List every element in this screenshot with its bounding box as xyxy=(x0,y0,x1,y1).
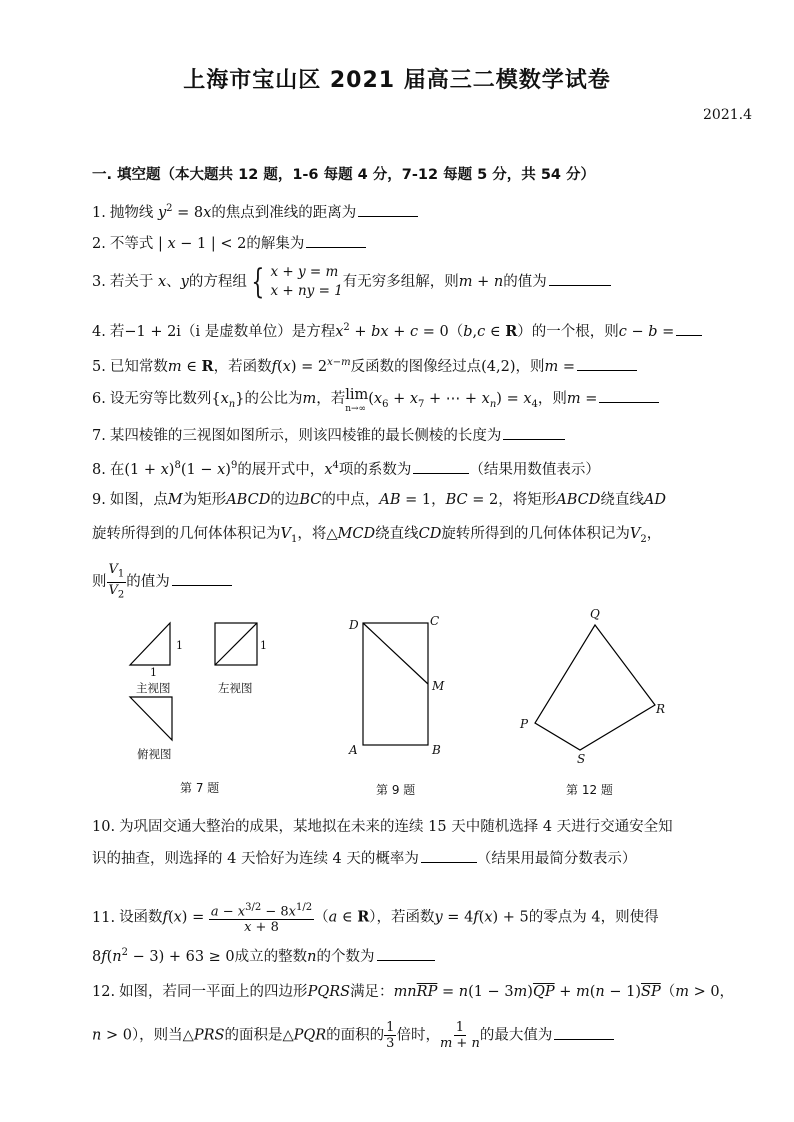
question-number: 2. xyxy=(92,236,106,252)
answer-blank[interactable] xyxy=(549,271,611,286)
point-label-d: D xyxy=(349,618,359,632)
question-text: 满足： xyxy=(350,984,394,1000)
question-11-line-2: $8f(n^2 - 3) + 63 \ge 0$成立的整数n的个数为 xyxy=(92,943,435,967)
answer-blank[interactable] xyxy=(172,571,232,586)
answer-blank[interactable] xyxy=(421,848,477,863)
question-text: 不等式 xyxy=(109,236,154,252)
question-text: ，则 xyxy=(537,391,567,407)
question-12: 12. 如图，若同一平面上的四边形PQRS满足：$mn\overline{RP} = n(1 - 3m)\overline{QP} + m(n - 1)\overline{SP}(m > 0$， xyxy=(92,984,735,1000)
question-number: 7. xyxy=(92,428,106,444)
question-text: 如图，点 xyxy=(109,492,168,508)
question-text: 为矩形 xyxy=(182,492,227,508)
question-text: ，若函数 xyxy=(213,358,272,375)
question-number: 6. xyxy=(92,391,106,407)
question-2: 2. 不等式 | x − 1 | < 2的解集为 xyxy=(92,233,366,254)
question-10-line-2 xyxy=(92,848,636,869)
answer-blank[interactable] xyxy=(413,459,469,474)
question-text: （结果用数值表示） xyxy=(469,461,600,478)
answer-blank[interactable] xyxy=(577,356,637,371)
question-text: 若关于 xyxy=(109,274,154,290)
point-label-a: A xyxy=(349,743,358,757)
question-9-line-3 xyxy=(92,562,232,602)
question-text: 则 xyxy=(92,574,107,591)
figure-caption: 第 12 题 xyxy=(566,783,613,797)
question-text: 若 xyxy=(109,323,125,340)
answer-blank[interactable] xyxy=(676,321,702,336)
question-text: 的值为 xyxy=(126,574,170,591)
exam-date: 2021.4 xyxy=(703,107,752,123)
question-number: 9. xyxy=(92,492,106,508)
question-text: 在 xyxy=(109,461,125,478)
question-text: 的方程组 xyxy=(188,274,247,290)
question-3: 3. 若关于 x、y的方程组 { x + y = m x + ny = 1 有无穷多组解，则m + n的值为 xyxy=(92,263,611,301)
question-text: 已知常数 xyxy=(109,358,168,375)
question-text: 设无穷等比数列 xyxy=(109,391,212,407)
question-text: 有无穷多组解，则 xyxy=(342,274,459,290)
question-text: （ xyxy=(448,323,464,340)
fraction: $\frac{V_1}{V_2}$ xyxy=(108,562,125,601)
answer-blank[interactable] xyxy=(377,946,435,961)
question-12-line-2: n > 0），则当△PRS的面积是△PQR的面积的 $\frac{1}{3}$ 倍时， $\frac{1}{m + n}$ 的最大值为 xyxy=(92,1020,614,1051)
answer-blank[interactable] xyxy=(358,202,418,217)
point-label-s: S xyxy=(577,752,586,766)
question-text: 如图，若同一平面上的四边形 xyxy=(119,984,308,1000)
answer-blank[interactable] xyxy=(599,388,659,403)
dimension-label: 1 xyxy=(260,639,267,652)
front-view-label: 主视图 xyxy=(136,681,171,695)
question-number: 4. xyxy=(92,323,106,340)
question-text: 的解集为 xyxy=(246,236,305,252)
dimension-label: 1 xyxy=(150,666,157,679)
question-text: （结果用最简分数表示） xyxy=(476,851,637,867)
question-text: ，将△ xyxy=(297,526,338,542)
question-text: 绕直线 xyxy=(600,492,644,508)
question-text: ），则当△ xyxy=(131,1027,194,1044)
question-7 xyxy=(92,425,565,446)
question-1: 1. 抛物线 $y^2 = 8x$的焦点到准线的距离为 xyxy=(92,199,418,223)
question-text: ，则 xyxy=(515,358,545,375)
question-text: 为巩固交通大整治的成果，某地拟在未来的连续 15 天中随机选择 4 天进行交通安全知 xyxy=(119,819,673,835)
answer-blank[interactable] xyxy=(306,233,366,248)
question-text: 的面积的 xyxy=(326,1027,385,1044)
question-text: 倍时， xyxy=(396,1027,440,1044)
figure-9-rectangle xyxy=(355,620,435,750)
question-9-line-2: 旋转所得到的几何体体积记为$V_1$，将△MCD绕直线CD旋转所得到的几何体体积记为$V_2$， xyxy=(92,526,662,545)
question-text: ），若函数 xyxy=(369,909,435,926)
question-text: 旋转所得到的几何体体积记为 xyxy=(441,526,630,542)
answer-blank[interactable] xyxy=(554,1025,614,1040)
question-text: 绕直线 xyxy=(375,526,419,542)
figure-12-quadrilateral xyxy=(520,605,670,765)
point-label-r: R xyxy=(656,702,666,716)
question-10 xyxy=(92,817,673,837)
question-4: 4. 若−1 + 2i（i 是虚数单位）是方程$x^2$ + bx + c = 0（b,c ∈ R）的一个根，则c − b = xyxy=(92,318,702,342)
question-number: 8. xyxy=(92,461,106,478)
fraction: $\frac{1}{m + n}$ xyxy=(439,1020,480,1051)
fraction: $\frac{a - x^{3/2} - 8x^{1/2}}{x + 8}$ xyxy=(210,902,313,936)
question-text: 的个数为 xyxy=(316,948,375,965)
question-text: 抛物线 xyxy=(109,204,154,221)
point-label-p: P xyxy=(520,717,529,731)
point-label-q: Q xyxy=(590,607,600,621)
question-text: 的展开式中， xyxy=(237,461,325,478)
question-9: 9. 如图，点M为矩形ABCD的边BC的中点，AB = 1，BC = 2，将矩形ABCD绕直线AD xyxy=(92,492,666,508)
question-number: 1. xyxy=(92,204,106,221)
question-text: 的值为 xyxy=(503,274,547,290)
question-text: 的面积是△ xyxy=(224,1027,294,1044)
point-label-m: M xyxy=(432,679,445,693)
question-text: （ xyxy=(660,984,676,1000)
dimension-label: 1 xyxy=(176,639,183,652)
fraction: $\frac{1}{3}$ xyxy=(386,1020,395,1051)
equation-system: { x + y = m x + ny = 1 xyxy=(251,262,343,302)
question-text: （ xyxy=(314,909,329,926)
side-view-label: 左视图 xyxy=(218,681,253,695)
figure-caption: 第 9 题 xyxy=(376,783,416,797)
question-text: 的公比为 xyxy=(244,391,303,407)
question-text: 的中点， xyxy=(321,492,380,508)
question-text: 旋转所得到的几何体体积记为 xyxy=(92,526,281,542)
page-title: 上海市宝山区 2021 届高三二模数学试卷 xyxy=(183,68,611,93)
question-text: ，将矩形 xyxy=(498,492,557,508)
question-5: 5. 已知常数m ∈ R，若函数$f(x) = 2^{x-m}$反函数的图像经过点(4,2)，则m = xyxy=(92,353,637,377)
figure-caption: 第 7 题 xyxy=(180,781,220,795)
question-text: ）的一个根，则 xyxy=(517,323,619,340)
answer-blank[interactable] xyxy=(503,425,565,440)
question-text: 识的抽查，则选择的 4 天恰好为连续 4 天的概率为 xyxy=(92,851,419,867)
question-text: 的边 xyxy=(270,492,300,508)
question-number: 3. xyxy=(92,274,106,290)
question-text: 的焦点到准线的距离为 xyxy=(211,204,357,221)
question-8: 8. 在$(1 + x)^8(1 - x)^9$的展开式中，$x^4$项的系数为 （结果用数值表示） xyxy=(92,460,600,478)
top-view-label: 俯视图 xyxy=(137,747,172,761)
question-text: （i 是虚数单位）是方程 xyxy=(180,323,336,340)
point-label-c: C xyxy=(430,614,440,628)
question-text: 反函数的图像经过点 xyxy=(350,358,482,375)
question-text: 项的系数为 xyxy=(338,461,412,478)
question-6: 6. 设无穷等比数列$\{x_n\}$的公比为m，若 lim n→∞ ($x_6 + x_7$ + ⋯ + $x_n) = x_4$，则m = xyxy=(92,388,659,416)
question-number: 10. xyxy=(92,819,116,835)
question-text: 设函数 xyxy=(119,909,163,926)
question-text: ，若 xyxy=(316,391,346,407)
question-number: 12. xyxy=(92,984,116,1000)
question-text: 的最大值为 xyxy=(479,1027,553,1044)
section-heading: 一. 填空题（本大题共 12 题，1-6 每题 4 分，7-12 每题 5 分，共 54 分） xyxy=(92,167,596,183)
question-number: 5. xyxy=(92,358,106,375)
question-11: 11. 设函数f(x) = $\frac{a - x^{3/2} - 8x^{1/2}}{x + 8}$ （a ∈ R），若函数y = 4f(x) + 5的零点为 4，则使得 xyxy=(92,902,659,936)
question-text: 、 xyxy=(166,274,181,290)
question-text: 某四棱锥的三视图如图所示，则该四棱锥的最长侧棱的长度为 xyxy=(109,428,502,444)
question-number: 11. xyxy=(92,909,116,926)
point-label-b: B xyxy=(432,743,441,757)
question-text: 成立的整数 xyxy=(234,948,308,965)
question-text: 的零点为 4，则使得 xyxy=(528,909,659,926)
